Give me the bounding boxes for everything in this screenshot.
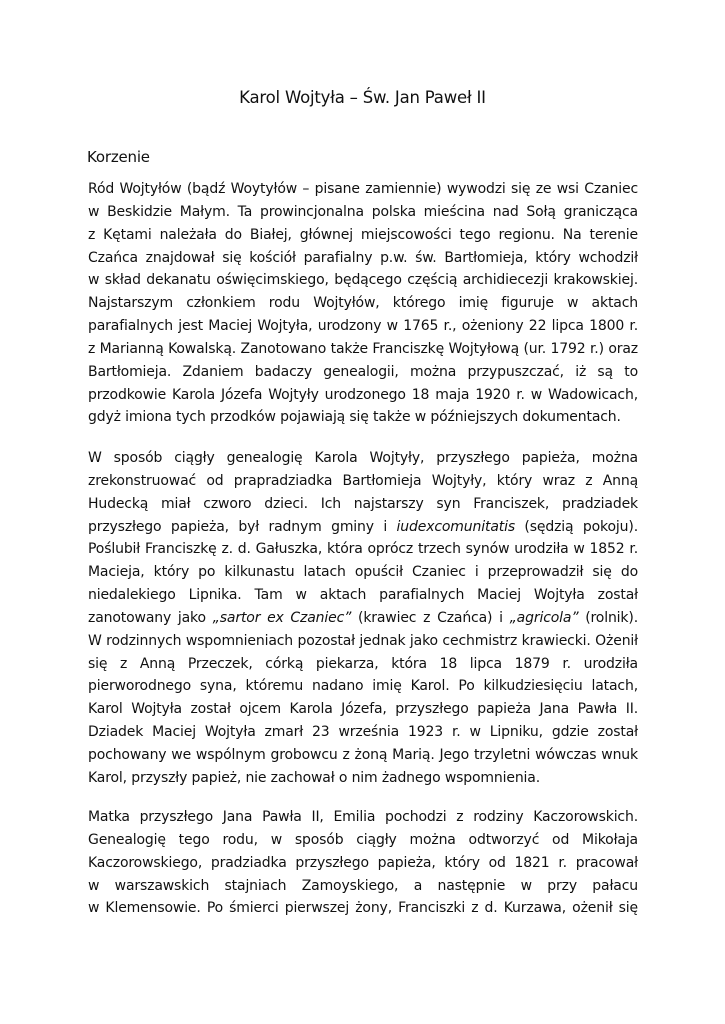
paragraph-line: Hudecką miał czworo dzieci. Ich najstarszy syn Franciszek, pradziadek (88, 495, 638, 512)
paragraph-line: Czańca znajdował się kościół parafialny p.w. św. Bartłomieja, który wchodził (88, 249, 638, 266)
latin-quote-italic: „sartor ex Czaniec” (212, 609, 352, 626)
paragraph-1 (88, 178, 638, 429)
paragraph-line: Bartłomieja. Zdaniem badaczy genealogii, można przypuszczać, iż są to (88, 363, 638, 380)
text-run: (krawiec z Czańca) i (351, 609, 510, 626)
paragraph-line: pierworodnego syna, któremu nadano imię Karol. Po kilkudziesięciu latach, (88, 678, 638, 695)
paragraph-line: Najstarszym członkiem rodu Wojtyłów, którego imię figuruje w aktach (88, 295, 638, 312)
paragraph-line: Dziadek Maciej Wojtyła zmarł 23 września 1923 r. w Lipniku, gdzie został (88, 724, 638, 741)
paragraph-line: z Marianną Kowalską. Zanotowano także Franciszkę Wojtyłową (ur. 1792 r.) oraz (88, 340, 638, 357)
section-heading: Korzenie (87, 148, 150, 166)
paragraph-line: gdyż imiona tych przodków pojawiają się także w późniejszych dokumentach. (88, 409, 621, 426)
paragraph-line (88, 607, 638, 630)
paragraph-line: Karol Wojtyła został ojcem Karola Józefa, przyszłego papieża Jana Pawła II. (88, 701, 638, 718)
paragraph-line: Matka przyszłego Jana Pawła II, Emilia pochodzi z rodziny Kaczorowskich. (88, 809, 638, 825)
paragraph-line: się z Anną Przeczek, córką piekarza, która 18 lipca 1879 r. urodziła (88, 655, 638, 672)
paragraph-line (88, 516, 638, 539)
paragraph-line: Poślubił Franciszkę z. d. Gałuszka, która oprócz trzech synów urodziła w 1852 r. (88, 541, 638, 558)
paragraph-line: przodkowie Karola Józefa Wojtyły urodzonego 18 maja 1920 r. w Wadowicach, (88, 386, 638, 403)
latin-term-italic: iudexcomunitatis (396, 518, 515, 535)
paragraph-line: Ród Wojtyłów (bądź Woytyłów – pisane zamiennie) wywodzi się ze wsi Czaniec (88, 181, 638, 197)
paragraph-line: w skład dekanatu oświęcimskiego, będącego częścią archidiecezji krakowskiej. (88, 272, 638, 289)
paragraph-line: W sposób ciągły genealogię Karola Wojtyły, przyszłego papieża, można (88, 450, 638, 466)
paragraph-line: w warszawskich stajniach Zamoyskiego, a następnie w przy pałacu (88, 877, 638, 894)
paragraph-line: W rodzinnych wspomnieniach pozostał jednak jako cechmistrz krawiecki. Ożenił (88, 632, 638, 649)
paragraph-line: Kaczorowskiego, pradziadka przyszłego papieża, który od 1821 r. pracował (88, 854, 638, 871)
paragraph-line: parafialnych jest Maciej Wojtyła, urodzony w 1765 r., ożeniony 22 lipca 1800 r. (88, 318, 638, 335)
paragraph-line: z Kętami należała do Białej, głównej miejscowości tego regionu. Na terenie (88, 226, 638, 243)
paragraph-3 (88, 806, 638, 920)
latin-quote-italic: „agricola” (509, 609, 579, 626)
text-run: przyszłego papieża, był radnym gminy i (88, 518, 397, 535)
paragraph-line: w Klemensowie. Po śmierci pierwszej żony, Franciszki z d. Kurzawa, ożenił się (88, 900, 638, 917)
paragraph-line: niedalekiego Lipnika. Tam w aktach parafialnych Maciej Wojtyła został (88, 587, 638, 604)
paragraph-line: pochowany we wspólnym grobowcu z żoną Marią. Jego trzyletni wówczas wnuk (88, 746, 638, 763)
text-run: zanotowany jako (88, 609, 213, 626)
paragraph-line: Karol, przyszły papież, nie zachował o nim żadnego wspomnienia. (88, 769, 541, 786)
text-run: (rolnik). (578, 609, 638, 626)
paragraph-2 (88, 447, 638, 790)
document-title: Karol Wojtyła – Św. Jan Paweł II (239, 88, 486, 107)
paragraph-line: Genealogię tego rodu, w sposób ciągły można odtworzyć od Mikołaja (88, 831, 638, 848)
paragraph-line: Macieja, który po kilkunastu latach opuścił Czaniec i przeprowadził się do (88, 564, 638, 581)
paragraph-line: w Beskidzie Małym. Ta prowincjonalna polska mieścina nad Sołą granicząca (88, 203, 638, 220)
paragraph-line: zrekonstruować od prapradziadka Bartłomieja Wojtyły, który wraz z Anną (88, 472, 638, 489)
text-run: (sędzią pokoju). (514, 518, 638, 535)
